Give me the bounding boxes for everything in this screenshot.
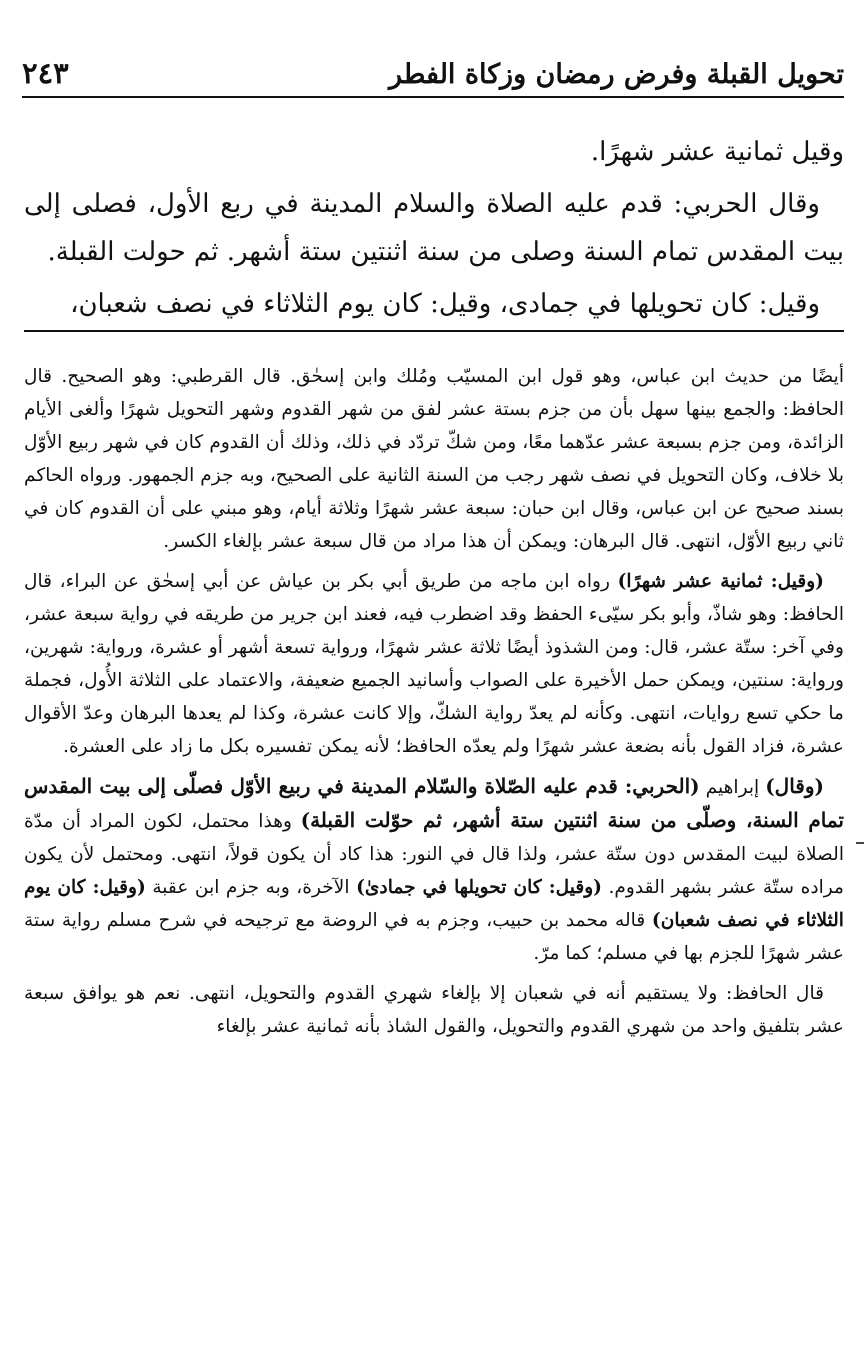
commentary-paragraph — [24, 770, 844, 970]
main-text-paragraph: وقيل: كان تحويلها في جمادى، وقيل: كان يوم الثلاثاء في نصف شعبان، — [70, 289, 820, 319]
commentary-paragraph: أيضًا من حديث ابن عباس، وهو قول ابن المسيّب ومُلك وابن إسحٰق. قال القرطبي: وهو الصحيح. قال الحافظ: والجمع بينها سهل بأن من جزم بستة عشر لفق من شهر القدوم وشهر التحويل شهرًا وألغى الأيام الزائدة، ومن جزم بسبعة عشر عدّهما معًا، ومن شكّ تردّد في ذلك، وذلك أن القدوم كان في شهر ربيع الأوّل بلا خلاف، وكان التحويل في نصف شهر رجب من السنة الثانية على الصحيح، وبه جزم الجمهور. ورواه الحاكم بسند صحيح عن ابن عباس، وقال ابن حبان: سبعة عشر شهرًا وثلاثة أيام، وهو مبني على أن القدوم كان في ثاني ربيع الأوّل، انتهى. قال البرهان: ويمكن أن هذا مراد من قال سبعة عشر بإلغاء الكسر. — [24, 366, 844, 552]
commentary-run: إبراهيم — [699, 777, 766, 798]
quoted-phrase: (وقيل: ثمانية عشر شهرًا) — [617, 571, 824, 592]
margin-mark — [856, 842, 864, 844]
commentary-run: وهذا محتمل، لكون المراد أن مدّة الصلاة لبيت المقدس دون ستّة عشر، ولذا قال في النور: هذا كاد أن يكون قولاً، انتهى. ومحتمل لأن يكون مراده ستّة عشر بشهر القدوم. — [24, 811, 844, 898]
quoted-phrase: (وقيل: كان يوم الثلاثاء في نصف شعبان) — [24, 877, 844, 931]
commentary-paragraph: قال الحافظ: ولا يستقيم أنه في شعبان إلا بإلغاء شهري القدوم والتحويل، انتهى. نعم هو يوافق سبعة عشر بتلفيق واحد من شهري القدوم والتحويل، والقول الشاذ بأنه ثمانية عشر بإلغاء — [24, 983, 844, 1037]
commentary-run: الآخرة، وبه جزم ابن عقبة — [145, 877, 357, 898]
commentary-run: قاله محمد بن حبيب، وجزم به في الروضة مع ترجيحه في شرح مسلم رواية ستة عشر شهرًا للجزم بها في مسلم؛ كما مرّ. — [24, 910, 844, 964]
quoted-phrase: (وقال) — [765, 774, 824, 798]
main-text-paragraph: وقيل ثمانية عشر شهرًا. — [590, 137, 844, 167]
section-divider — [24, 330, 844, 332]
quoted-phrase: (وقيل: كان تحويلها في جمادىٰ) — [356, 877, 602, 898]
quoted-phrase: (الحربي: قدم عليه الصّلاة والسّلام المدينة في ربيع الأوّل فصلّى إلى بيت المقدس تمام السنة، وصلّى من سنة اثنتين ستة أشهر، ثم حوّلت القبلة) — [24, 774, 844, 832]
page-header — [22, 44, 844, 98]
commentary-paragraph — [24, 565, 844, 763]
page-number: ٢٤٣ — [22, 56, 69, 90]
commentary-text — [24, 360, 844, 1050]
running-title: تحويل القبلة وفرض رمضان وزكاة الفطر — [389, 59, 844, 90]
main-text — [24, 128, 844, 332]
commentary-run: رواه ابن ماجه من طريق أبي بكر بن عياش عن أبي إسحٰق عن البراء، قال الحافظ: وهو شاذّ، وأبو بكر سيّىء الحفظ وقد اضطرب فيه، فعند ابن جرير من طريقه في رواية سبعة عشر، وفي آخر: ستّة عشر، قال: ومن الشذوذ أيضًا ثلاثة عشر شهرًا، ورواية تسعة أشهر أو عشرة، ورواية: شهرين، ورواية: سنتين، ويمكن حمل الأخيرة على الصواب وأسانيد الجميع ضعيفة، والاعتماد على الثلاثة الأُول، فجملة ما حكي تسع روايات، انتهى. وكأنه لم يعدّ رواية الشكّ، وإلا كانت عشرة، وكذا لم يعدها البرهان وعدّ الأقوال عشرة، فزاد القول بأنه بضعة عشر شهرًا ولم يعدّه الحافظ؛ لأنه يمكن تفسيره بكل ما زاد على العشرة. — [24, 571, 844, 757]
main-text-paragraph: وقال الحربي: قدم عليه الصلاة والسلام المدينة في ربع الأول، فصلى إلى بيت المقدس تمام السنة وصلى من سنة اثنتين ستة أشهر. ثم حولت القبلة. — [24, 189, 844, 267]
